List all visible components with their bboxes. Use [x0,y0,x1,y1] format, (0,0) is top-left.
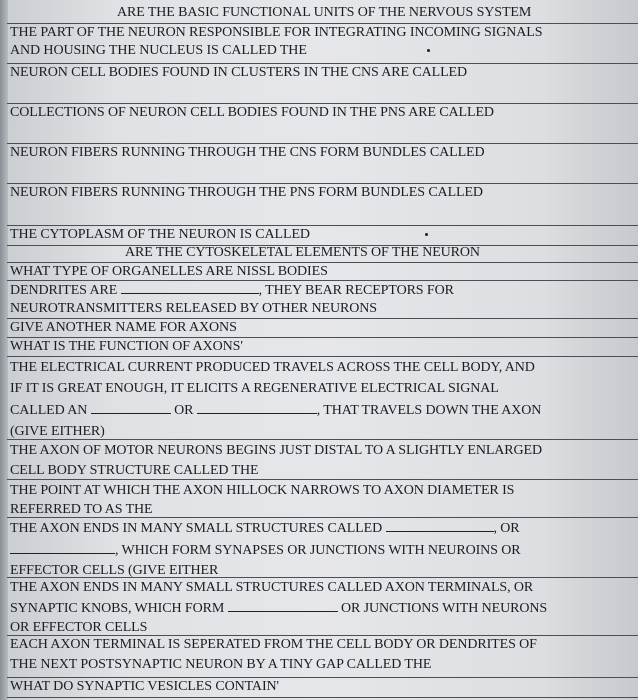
q10-text-cont: NEUROTRANSMITTERS RELEASED BY OTHER NEURONS [10,301,377,316]
q18-row [7,636,638,678]
q10-text [7,281,638,300]
q11-text: GIVE ANOTHER NAME FOR AXONS [10,320,237,335]
q17-line1: THE AXON ENDS IN MANY SMALL STRUCTURES CALLED AXON TERMINALS, OR [10,580,534,595]
q14-line2: CELL BODY STRUCTURE CALLED THE [10,463,259,478]
q12-text: WHAT IS THE FUNCTION OF AXONS' [10,339,243,354]
q16-label-c: , WHICH FORM SYNAPSES OR JUNCTIONS WITH NEUROINS OR [115,543,521,558]
q13-line3 [7,401,638,420]
q17-label-b: OR JUNCTIONS WITH NEURONS [341,601,548,616]
q8-row [7,246,638,263]
q17-line2 [7,599,638,618]
q2-text-line2 [7,42,638,60]
q6-text: NEURON FIBERS RUNNING THROUGH THE PNS FORM BUNDLES CALLED [10,185,483,200]
q14-line1: THE AXON OF MOTOR NEURONS BEGINS JUST DISTAL TO A SLIGHTLY ENLARGED [10,443,543,458]
q13-label-b: OR [174,403,194,418]
q2-row [7,24,638,64]
q3-row [7,64,638,104]
blank-dot [425,233,428,236]
q1-text: ARE THE BASIC FUNCTIONAL UNITS OF THE NERVOUS SYSTEM [117,5,532,20]
answer-blank[interactable] [386,519,494,532]
blank-dot [427,49,430,52]
q10-label-a: DENDRITES ARE [10,283,118,298]
q16-line1 [7,519,638,538]
q2-text-line2-label: AND HOUSING THE NUCLEUS IS CALLED THE [10,43,307,58]
q6-row [7,184,638,226]
q13-line2: IF IT IS GREAT ENOUGH, IT ELICITS A REGENERATIVE ELECTRICAL SIGNAL [10,381,499,396]
q17-label-a: SYNAPTIC KNOBS, WHICH FORM [10,601,225,616]
q4-row [7,104,638,144]
q10-row-cont [7,300,638,319]
q15-line2: REFERRED TO AS THE [10,502,153,517]
q11-row [7,319,638,338]
q5-text: NEURON FIBERS RUNNING THROUGH THE CNS FORM BUNDLES CALLED [10,145,485,160]
q14-row [7,440,638,480]
q10-label-b: , THEY BEAR RECEPTORS FOR [258,283,454,298]
answer-blank[interactable] [121,281,259,294]
q16-label-a: THE AXON ENDS IN MANY SMALL STRUCTURES CALLED [10,521,383,536]
q10-row [7,281,638,300]
q9-text: WHAT TYPE OF ORGANELLES ARE NISSL BODIES [10,264,328,279]
q19-row [7,678,638,698]
q15-row [7,480,638,518]
q4-text: COLLECTIONS OF NEURON CELL BODIES FOUND IN THE PNS ARE CALLED [10,105,494,120]
q7-label: THE CYTOPLASM OF THE NEURON IS CALLED [10,227,310,242]
q1-row [7,4,638,24]
answer-blank[interactable] [228,599,338,612]
q19-text: WHAT DO SYNAPTIC VESICLES CONTAIN' [10,679,279,694]
answer-blank[interactable] [197,401,317,414]
q15-line1: THE POINT AT WHICH THE AXON HILLOCK NARROWS TO AXON DIAMETER IS [10,483,515,498]
q16-line2 [7,541,638,560]
q13-label-a: CALLED AN [10,403,88,418]
q12-row [7,338,638,357]
q13-row [7,357,638,440]
q16-line3: EFFECTOR CELLS (GIVE EITHER [10,563,219,578]
q9-row [7,263,638,281]
q16-label-b: , OR [493,521,520,536]
q16-row [7,518,638,578]
q3-text: NEURON CELL BODIES FOUND IN CLUSTERS IN THE CNS ARE CALLED [10,65,467,80]
q2-text-line1: THE PART OF THE NEURON RESPONSIBLE FOR INTEGRATING INCOMING SIGNALS [10,25,543,40]
q13-label-c: , THAT TRAVELS DOWN THE AXON [316,403,542,418]
q7-text [7,226,638,244]
q17-row [7,578,638,636]
q13-line1: THE ELECTRICAL CURRENT PRODUCED TRAVELS ACROSS THE CELL BODY, AND [10,360,535,375]
q18-line1: EACH AXON TERMINAL IS SEPERATED FROM THE CELL BODY OR DENDRITES OF [10,637,537,652]
q8-text: ARE THE CYTOSKELETAL ELEMENTS OF THE NEURON [125,246,480,260]
answer-blank[interactable] [91,401,171,414]
q7-row [7,226,638,246]
q18-line2: THE NEXT POSTSYNAPTIC NEURON BY A TINY GAP CALLED THE [10,657,432,672]
q13-line4: (GIVE EITHER) [10,424,105,439]
q17-line3: OR EFFECTOR CELLS [10,620,148,635]
answer-blank[interactable] [10,541,115,554]
q5-row [7,144,638,184]
